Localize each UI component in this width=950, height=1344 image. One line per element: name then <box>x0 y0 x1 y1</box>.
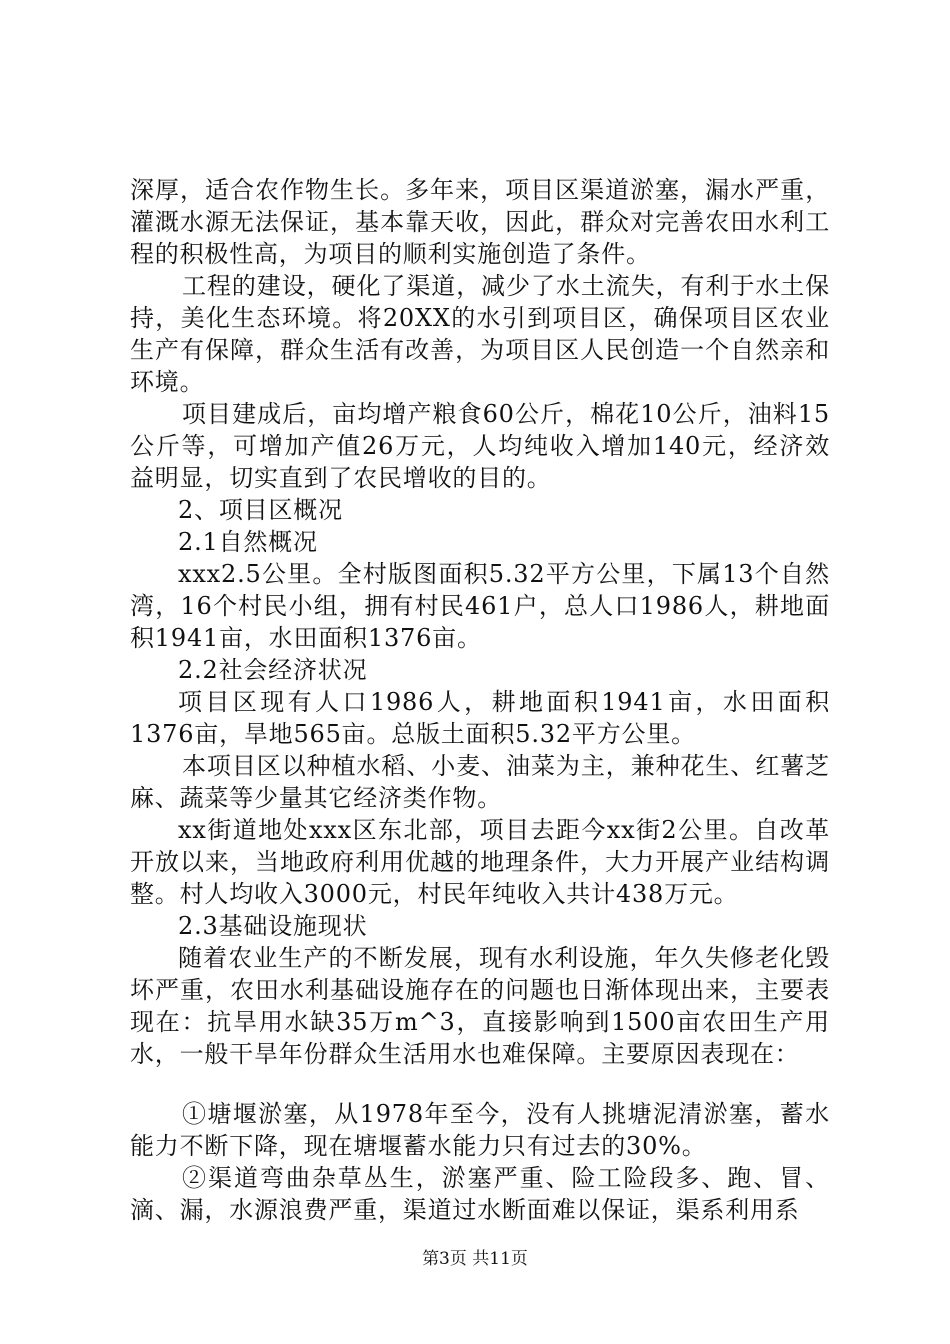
paragraph-soil-conditions: 深厚，适合农作物生长。多年来，项目区渠道淤塞，漏水严重，灌溉水源无法保证，基本靠天收，因此，群众对完善农田水利工程的积极性高，为项目的顺利实施创造了条件。 <box>130 176 830 268</box>
heading-project-area-overview: 2、项目区概况 <box>178 496 343 524</box>
paragraph-crops: 本项目区以种植水稻、小麦、油菜为主，兼种花生、红薯芝麻、蔬菜等少量其它经济类作物。 <box>130 752 830 812</box>
paragraph-infrastructure-problems: 随着农业生产的不断发展，现有水利设施，年久失修老化毁坏严重，农田水利基础设施存在的问题也日渐体现出来，主要表现在：抗旱用水缺35万m^3，直接影响到1500亩农田生产用水，一般干旱年份群众生活用水也难保障。主要原因表现在： <box>130 944 830 1068</box>
document-body <box>130 174 830 1226</box>
list-item-pond-silting: ①塘堰淤塞，从1978年至今，没有人挑塘泥清淤塞，蓄水能力不断下降，现在塘堰蓄水能力只有过去的30%。 <box>130 1100 830 1160</box>
list-item-channel-problems: ②渠道弯曲杂草丛生，淤塞严重、险工险段多、跑、冒、滴、漏，水源浪费严重，渠道过水断面难以保证，渠系利用系 <box>130 1164 830 1224</box>
heading-infrastructure-status: 2.3基础设施现状 <box>178 912 368 940</box>
heading-socioeconomic-status: 2.2社会经济状况 <box>178 656 368 684</box>
paragraph-natural-overview: xxx2.5公里。全村版图面积5.32平方公里，下属13个自然湾，16个村民小组，拥有村民461户，总人口1986人，耕地面积1941亩，水田面积1376亩。 <box>130 560 830 652</box>
paragraph-project-benefits: 项目建成后，亩均增产粮食60公斤，棉花10公斤，油料15公斤等，可增加产值26万元，人均纯收入增加140元，经济效益明显，切实直到了农民增收的目的。 <box>130 400 830 492</box>
heading-natural-overview: 2.1自然概况 <box>178 528 318 556</box>
paragraph-population-land: 项目区现有人口1986人，耕地面积1941亩，水田面积1376亩，旱地565亩。总版土面积5.32平方公里。 <box>130 688 830 748</box>
page-footer: 第3页 共11页 <box>422 1249 528 1269</box>
paragraph-street-location: xx街道地处xxx区东北部，项目去距今xx街2公里。自改革开放以来，当地政府利用优越的地理条件，大力开展产业结构调整。村人均收入3000元，村民年纯收入共计438万元。 <box>130 816 830 908</box>
paragraph-project-construction: 工程的建设，硬化了渠道，减少了水土流失，有利于水土保持，美化生态环境。将20XX的水引到项目区，确保项目区农业生产有保障，群众生活有改善，为项目区人民创造一个自然亲和环境。 <box>130 272 830 396</box>
